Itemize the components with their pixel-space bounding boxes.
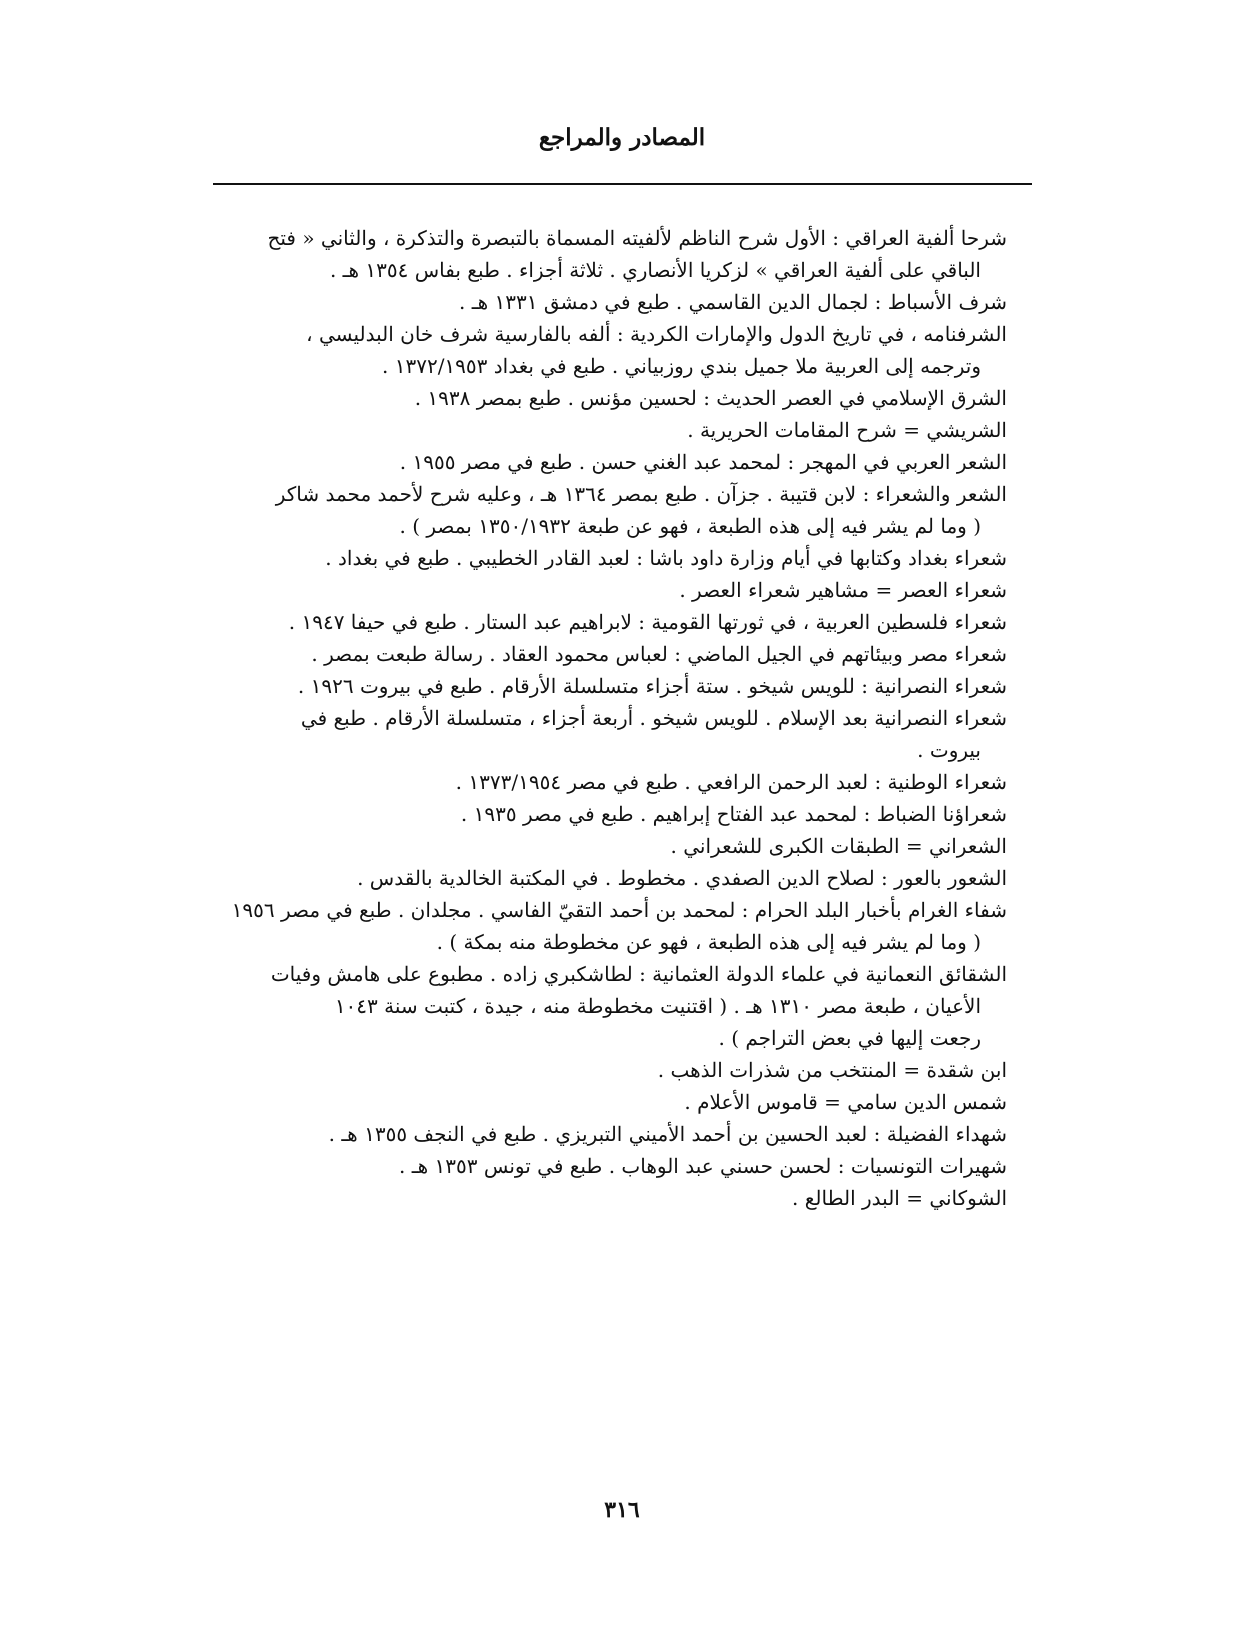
entry-first-line: شهداء الفضيلة : لعبد الحسين بن أحمد الأميني التبريزي . طبع في النجف ١٣٥٥ هـ . (328, 1122, 1007, 1146)
entry-first-line: شهيرات التونسيات : لحسن حسني عبد الوهاب . طبع في تونس ١٣٥٣ هـ . (399, 1154, 1007, 1178)
entry-continuation-line: الأعيان ، طبعة مصر ١٣١٠ هـ . ( اقتنيت مخطوطة منه ، جيدة ، كتبت سنة ١٠٤٣ (334, 994, 981, 1018)
bibliography-entry (205, 286, 1007, 318)
entry-first-line: الشرفنامه ، في تاريخ الدول والإمارات الكردية : ألفه بالفارسية شرف خان البدليسي ، (306, 322, 1007, 346)
entry-first-line: شمس الدين سامي = قاموس الأعلام . (684, 1090, 1007, 1114)
entry-first-line: شعراؤنا الضباط : لمحمد عبد الفتاح إبراهيم . طبع في مصر ١٩٣٥ . (460, 802, 1007, 826)
bibliography-entry (205, 1086, 1007, 1118)
entry-first-line: شفاء الغرام بأخبار البلد الحرام : لمحمد بن أحمد التقيّ الفاسي . مجلدان . طبع في مصر ١٩٥٦ (231, 898, 1007, 922)
entry-first-line: شرف الأسباط : لجمال الدين القاسمي . طبع في دمشق ١٣٣١ هـ . (459, 290, 1007, 314)
bibliography-entry (205, 894, 1007, 958)
entry-continuation-line: رجعت إليها في بعض التراجم ) . (718, 1026, 981, 1050)
bibliography-entry (205, 446, 1007, 478)
entry-first-line: شرحا ألفية العراقي : الأول شرح الناظم لألفيته المسماة بالتبصرة والتذكرة ، والثاني « فتح (267, 226, 1007, 250)
bibliography-list (205, 222, 1007, 1214)
entry-continuation-line: ( وما لم يشر فيه إلى هذه الطبعة ، فهو عن مخطوطة منه بمكة ) . (436, 930, 981, 954)
entry-first-line: ابن شقدة = المنتخب من شذرات الذهب . (657, 1058, 1007, 1082)
bibliography-entry (205, 958, 1007, 1054)
entry-continuation-line: وترجمه إلى العربية ملا جميل بندي روزبياني . طبع في بغداد ١٣٧٢/١٩٥٣ . (382, 354, 981, 378)
entry-first-line: الشعر العربي في المهجر : لمحمد عبد الغني حسن . طبع في مصر ١٩٥٥ . (399, 450, 1007, 474)
entry-first-line: الشوكاني = البدر الطالع . (792, 1186, 1007, 1210)
bibliography-entry (205, 862, 1007, 894)
bibliography-entry (205, 798, 1007, 830)
bibliography-entry (205, 670, 1007, 702)
bibliography-entry (205, 1118, 1007, 1150)
entry-first-line: شعراء بغداد وكتابها في أيام وزارة داود باشا : لعبد القادر الخطيبي . طبع في بغداد . (325, 546, 1007, 570)
entry-first-line: شعراء النصرانية : للويس شيخو . ستة أجزاء متسلسلة الأرقام . طبع في بيروت ١٩٢٦ . (297, 674, 1007, 698)
bibliography-entry (205, 1182, 1007, 1214)
bibliography-entry (205, 542, 1007, 574)
entry-first-line: شعراء النصرانية بعد الإسلام . للويس شيخو . أربعة أجزاء ، متسلسلة الأرقام . طبع في (300, 706, 1007, 730)
bibliography-entry (205, 478, 1007, 542)
entry-continuation-line: بيروت . (917, 738, 981, 762)
entry-first-line: الشعور بالعور : لصلاح الدين الصفدي . مخطوط . في المكتبة الخالدية بالقدس . (357, 866, 1007, 890)
bibliography-entry (205, 1054, 1007, 1086)
entry-continuation-line: ( وما لم يشر فيه إلى هذه الطبعة ، فهو عن طبعة ١٣٥٠/١٩٣٢ بمصر ) . (399, 514, 981, 538)
bibliography-entry (205, 830, 1007, 862)
entry-first-line: الشعراني = الطبقات الكبرى للشعراني . (670, 834, 1007, 858)
entry-first-line: الشقائق النعمانية في علماء الدولة العثمانية : لطاشكبري زاده . مطبوع على هامش وفيات (270, 962, 1007, 986)
page-number: ٣١٦ (604, 1497, 640, 1523)
bibliography-entry (205, 318, 1007, 382)
bibliography-entry (205, 222, 1007, 286)
bibliography-entry (205, 766, 1007, 798)
entry-first-line: شعراء مصر وبيئاتهم في الجيل الماضي : لعباس محمود العقاد . رسالة طبعت بمصر . (311, 642, 1007, 666)
entry-first-line: الشعر والشعراء : لابن قتيبة . جزآن . طبع بمصر ١٣٦٤ هـ ، وعليه شرح لأحمد محمد شاكر (275, 482, 1007, 506)
bibliography-entry (205, 606, 1007, 638)
entry-continuation-line: الباقي على ألفية العراقي » لزكريا الأنصاري . ثلاثة أجزاء . طبع بفاس ١٣٥٤ هـ . (329, 258, 981, 282)
running-title: المصادر والمراجع (538, 124, 706, 151)
bibliography-entry (205, 414, 1007, 446)
bibliography-entry (205, 1150, 1007, 1182)
header-rule (213, 183, 1032, 185)
bibliography-entry (205, 382, 1007, 414)
bibliography-entry (205, 638, 1007, 670)
entry-first-line: شعراء فلسطين العربية ، في ثورتها القومية : لابراهيم عبد الستار . طبع في حيفا ١٩٤٧ . (288, 610, 1007, 634)
entry-first-line: الشريشي = شرح المقامات الحريرية . (687, 418, 1007, 442)
bibliography-entry (205, 574, 1007, 606)
entry-first-line: شعراء العصر = مشاهير شعراء العصر . (679, 578, 1007, 602)
entry-first-line: الشرق الإسلامي في العصر الحديث : لحسين مؤنس . طبع بمصر ١٩٣٨ . (414, 386, 1007, 410)
entry-first-line: شعراء الوطنية : لعبد الرحمن الرافعي . طبع في مصر ١٣٧٣/١٩٥٤ . (455, 770, 1007, 794)
bibliography-entry (205, 702, 1007, 766)
